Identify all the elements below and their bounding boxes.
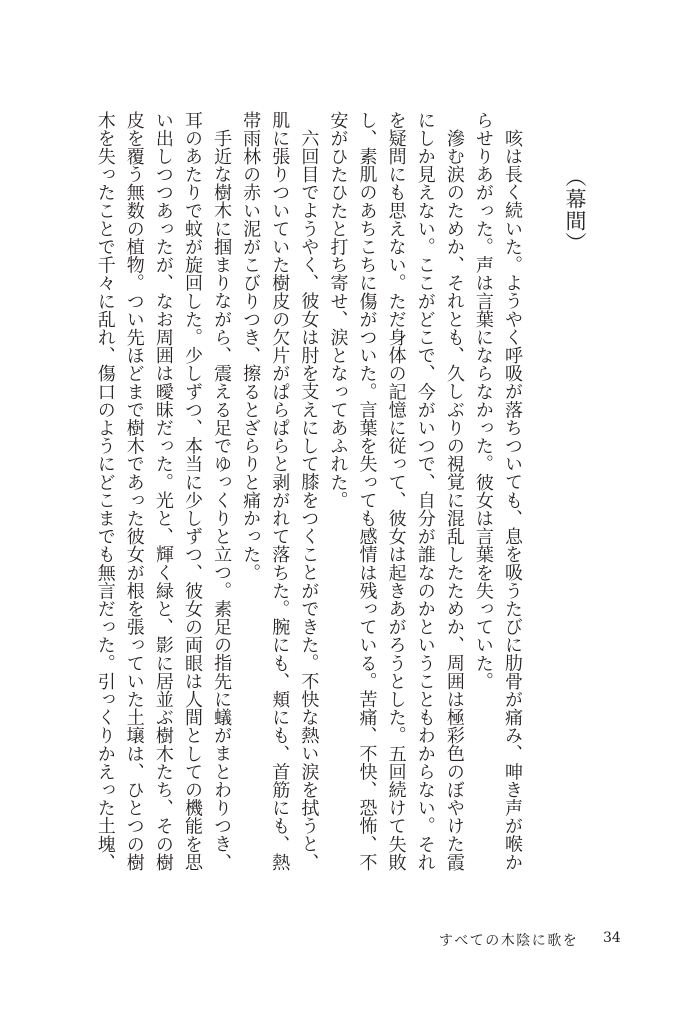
text-line: 手近な樹木に掴まりながら、震える足でゆっくりと立つ。素足の指先に蟻がまとわりつき、 [211, 129, 233, 872]
text-line: い出しつつあったが、なお周囲は曖昧だった。光と、輝く緑と、影に居並ぶ樹木たち、その樹 [152, 111, 174, 872]
text-line: 六回目でようやく、彼女は肘を支えにして膝をつくことができた。不快な熱い涙を拭うと、 [298, 129, 320, 872]
text-line: 滲む涙のためか、それとも、久しぶりの視覚に混乱したためか、周囲は極彩色のぼやけた霞 [443, 129, 465, 872]
text-line: らせりあがった。声は言葉にならなかった。彼女は言葉を失っていた。 [472, 111, 494, 691]
text-line: を疑問にも思えない。ただ身体の記憶に従って、彼女は起きあがろうとした。五回続けて失敗 [385, 111, 407, 872]
text-line: 咳は長く続いた。ようやく呼吸が落ちついても、息を吸うたびに肋骨が痛み、呻き声が喉か [502, 129, 523, 872]
text-line: にしか見えない。ここがどこで、今がいつで、自分が誰なのかということもわからない。それ [414, 111, 436, 872]
text-line: 耳のあたりで蚊が旋回した。少しずつ、本当に少しずつ、彼女の両眼は人間としての機能を思 [181, 111, 203, 872]
body-text [90, 111, 527, 872]
text-line: 皮を覆う無数の植物。つい先ほどまで樹木であった彼女が根を張っていた土壌は、ひとつの樹 [123, 111, 145, 872]
text-line: し、素肌のあちこちに傷がついた。言葉を失っても感情は残っている。苦痛、不快、恐怖、不 [356, 111, 378, 872]
text-line: 木を失ったことで千々に乱れ、傷口のようにどこまでも無言だった。引っくりかえった土塊、 [94, 111, 116, 872]
text-line: 安がひたひたと打ち寄せ、涙となってあふれた。 [327, 111, 349, 510]
text-line: 肌に張りついていた樹皮の欠片がぱらぱらと剥がれて落ちた。腕にも、頬にも、首筋にも、熱 [269, 111, 291, 872]
running-footer-title: すべての木陰に歌を [439, 933, 579, 949]
text-line: 帯雨林の赤い泥がこびりつき、擦るとざらりと痛かった。 [240, 111, 262, 582]
page-number: 34 [603, 930, 621, 946]
section-title: （幕間） [563, 166, 587, 254]
